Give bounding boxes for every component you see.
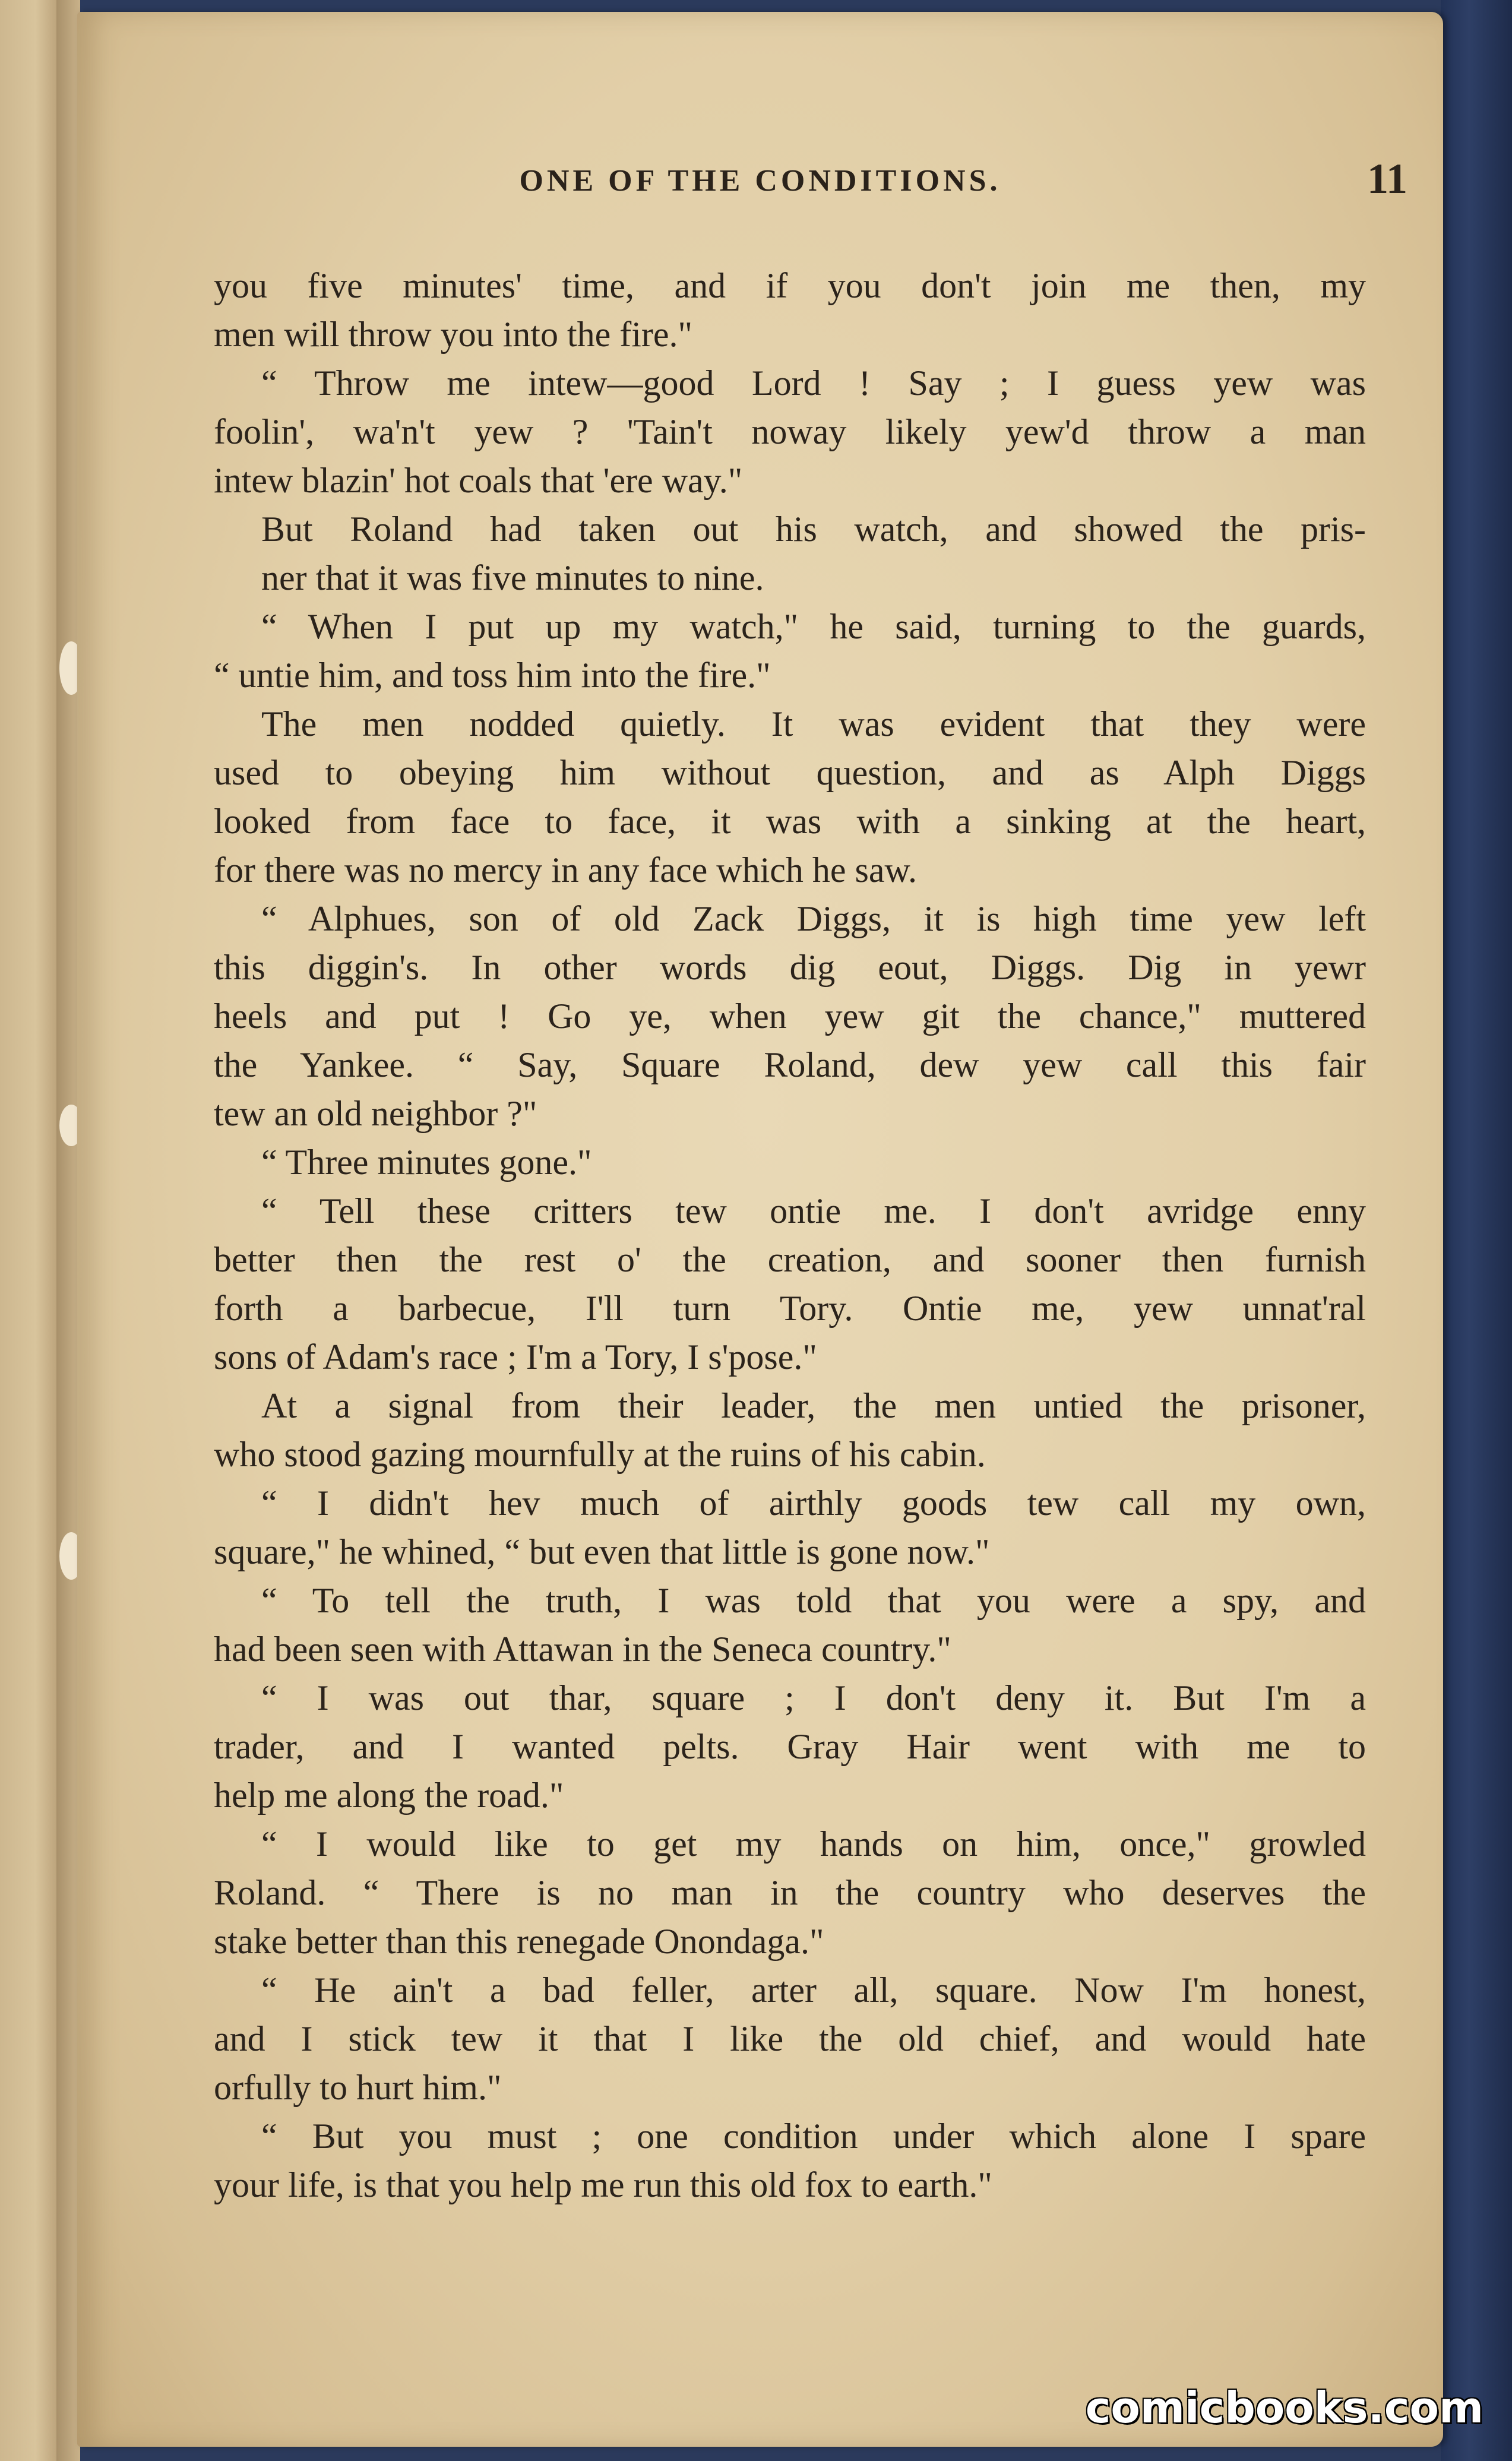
text-line: trader, and I wanted pelts. Gray Hair went with me to (214, 1727, 1366, 1766)
text-line: “ Three minutes gone." (261, 1143, 592, 1182)
text-line: “ Throw me intew—good Lord ! Say ; I guess yew was (261, 363, 1366, 403)
text-line: heels and put ! Go ye, when yew git the chance," muttered (214, 997, 1366, 1036)
text-line: for there was no mercy in any face which he saw. (214, 850, 917, 890)
facing-page-edge (0, 0, 59, 2461)
text-line: square," he whined, “ but even that little is gone now." (214, 1532, 990, 1571)
text-line: “ I didn't hev much of airthly goods tew call my own, (261, 1483, 1366, 1523)
text-line: had been seen with Attawan in the Seneca country." (214, 1630, 951, 1669)
text-line: used to obeying him without question, and as Alph Diggs (214, 753, 1366, 792)
book-gutter (56, 0, 80, 2461)
text-line: “ He ain't a bad feller, arter all, square. Now I'm honest, (261, 1970, 1366, 2010)
text-line: But Roland had taken out his watch, and showed the pris- (261, 510, 1366, 549)
text-line: Roland. “ There is no man in the country who deserves the (214, 1873, 1366, 1912)
text-line: you five minutes' time, and if you don't join me then, my (214, 266, 1366, 305)
page-number: 11 (1367, 155, 1407, 203)
text-line: this diggin's. In other words dig eout, Diggs. Dig in yewr (214, 948, 1366, 987)
text-line: help me along the road." (214, 1776, 564, 1815)
text-line: foolin', wa'n't yew ? 'Tain't noway likely yew'd throw a man (214, 412, 1366, 451)
text-line: men will throw you into the fire." (214, 315, 693, 354)
watermark-text: comicbooks.com (1085, 2383, 1483, 2432)
text-line: better then the rest o' the creation, and sooner then furnish (214, 1240, 1366, 1279)
body-text (214, 261, 1366, 2209)
text-line: ner that it was five minutes to nine. (261, 558, 764, 597)
text-line: “ Tell these critters tew ontie me. I don't avridge enny (261, 1191, 1366, 1230)
text-line: sons of Adam's race ; I'm a Tory, I s'pose." (214, 1337, 817, 1377)
book-cover-edge (1441, 0, 1512, 2461)
text-line: intew blazin' hot coals that 'ere way." (214, 461, 743, 500)
text-line: The men nodded quietly. It was evident that they were (261, 704, 1366, 744)
text-line: “ Alphues, son of old Zack Diggs, it is high time yew left (261, 899, 1366, 938)
text-line: who stood gazing mournfully at the ruins of his cabin. (214, 1435, 986, 1474)
book-page (77, 12, 1443, 2447)
text-line: “ I would like to get my hands on him, once," growled (261, 1824, 1366, 1864)
text-line: your life, is that you help me run this old fox to earth." (214, 2165, 992, 2204)
text-line: “ I was out thar, square ; I don't deny it. But I'm a (261, 1678, 1366, 1717)
text-line: the Yankee. “ Say, Square Roland, dew yew call this fair (214, 1045, 1366, 1084)
text-line: “ But you must ; one condition under which alone I spare (261, 2117, 1366, 2156)
text-line: orfully to hurt him." (214, 2068, 502, 2107)
text-line: forth a barbecue, I'll turn Tory. Ontie me, yew unnat'ral (214, 1289, 1366, 1328)
text-line: and I stick tew it that I like the old chief, and would hate (214, 2019, 1366, 2058)
text-line: stake better than this renegade Onondaga." (214, 1922, 824, 1961)
text-line: tew an old neighbor ?" (214, 1094, 537, 1133)
text-line: “ untie him, and toss him into the fire." (214, 656, 771, 695)
text-line: “ To tell the truth, I was told that you were a spy, and (261, 1581, 1366, 1620)
text-line: At a signal from their leader, the men untied the prisoner, (261, 1386, 1366, 1425)
running-title: ONE OF THE CONDITIONS. (519, 164, 1001, 198)
text-line: looked from face to face, it was with a sinking at the heart, (214, 802, 1366, 841)
text-line: “ When I put up my watch," he said, turning to the guards, (261, 607, 1366, 646)
